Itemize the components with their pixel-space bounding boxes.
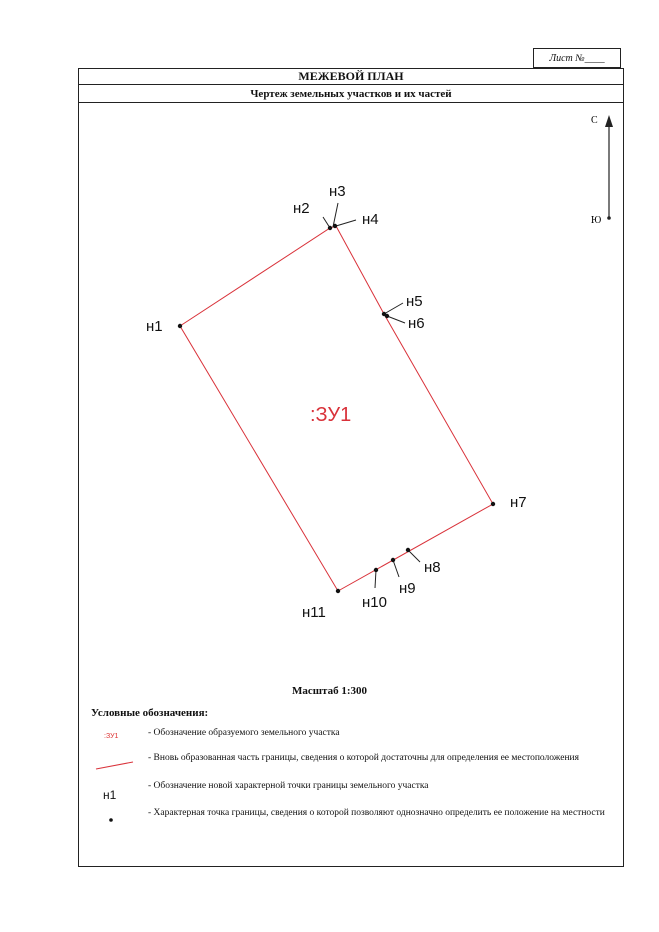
- point-label: н5: [406, 293, 423, 310]
- point-marker: [374, 568, 378, 572]
- legend-point-icon: [109, 818, 113, 822]
- scale-label: Масштаб 1:300: [291, 685, 367, 697]
- point-label: н8: [424, 559, 441, 576]
- legend-boundary-line: [96, 762, 133, 769]
- legend-item-parcel: - Обозначение образуемого земельного участка: [148, 728, 340, 738]
- document-title: МЕЖЕВОЙ ПЛАН: [78, 68, 624, 85]
- parcel-label: :ЗУ1: [310, 404, 352, 426]
- legend-parcel-symbol: :ЗУ1: [104, 733, 119, 740]
- point-marker: [406, 548, 410, 552]
- point-label: н1: [146, 318, 163, 335]
- point-marker: [391, 558, 395, 562]
- compass-south-label: Ю: [591, 215, 602, 226]
- point-label: н3: [329, 183, 346, 200]
- point-marker: [491, 502, 495, 506]
- point-marker: [328, 226, 332, 230]
- point-leaders: [323, 203, 420, 588]
- point-marker: [333, 224, 337, 228]
- legend-item-boundary: - Вновь образованная часть границы, сведения о которой достаточны для определения ее местоположения: [148, 753, 580, 763]
- legend-point-symbol: н1: [103, 788, 117, 802]
- point-label: н11: [302, 604, 326, 621]
- sheet-number-label: Лист №____: [549, 52, 605, 64]
- point-label: н2: [293, 200, 310, 217]
- point-label: н10: [362, 594, 387, 611]
- point-marker: [385, 314, 389, 318]
- compass-north-label: С: [591, 115, 598, 126]
- point-label: н9: [399, 580, 416, 597]
- legend-title: Условные обозначения:: [91, 707, 209, 719]
- point-label: н6: [408, 315, 425, 332]
- document-subtitle: Чертеж земельных участков и их частей: [78, 86, 624, 103]
- point-label: н7: [510, 494, 527, 511]
- north-arrow-icon: [605, 115, 613, 220]
- point-marker: [336, 589, 340, 593]
- point-label: н4: [362, 211, 379, 228]
- point-marker: [178, 324, 182, 328]
- legend-item-existing-point: - Характерная точка границы, сведения о которой позволяют однозначно определить ее положение на местности: [148, 808, 605, 818]
- legend-item-new-point: - Обозначение новой характерной точки границы земельного участка: [148, 781, 429, 791]
